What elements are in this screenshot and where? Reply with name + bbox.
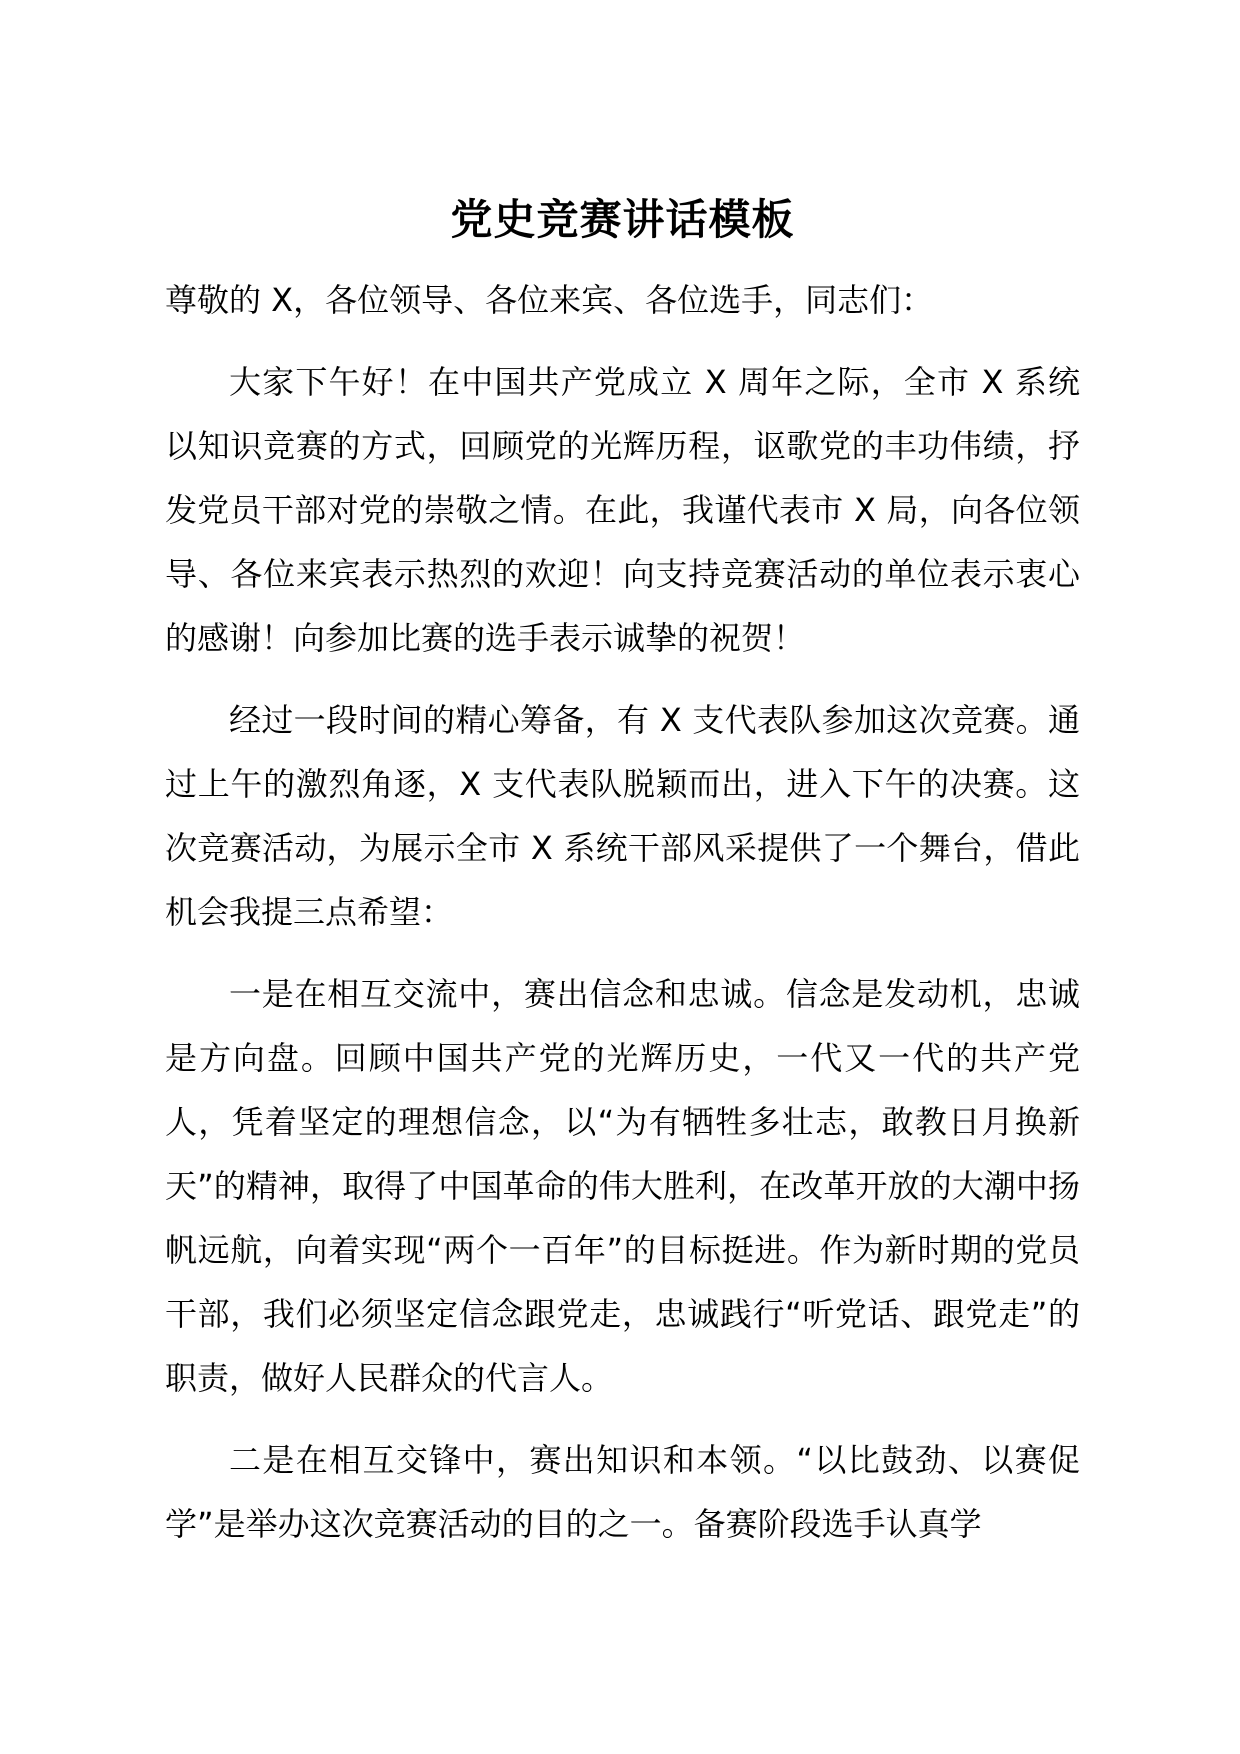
paragraph-3-lead: 一是在相互交流中，赛出信念和忠诚。 — [229, 975, 786, 1013]
paragraph-2-text: 经过一段时间的精心筹备，有 X 支代表队参加这次竞赛。通过上午的激烈角逐，X 支代表队脱颖而出，进入下午的决赛。这次竞赛活动，为展示全市 X 系统干部风采提供了一个舞台，借此机会我提三点希望： — [165, 701, 1080, 931]
paragraph-4-text: “以比鼓劲、以赛促学”是举办这次竞赛活动的目的之一。备赛阶段选手认真学 — [165, 1441, 1080, 1543]
document-title: 党史竞赛讲话模板 — [450, 195, 795, 244]
paragraph-3 — [165, 962, 1080, 1410]
paragraph-1-text: 大家下午好！在中国共产党成立 X 周年之际，全市 X 系统以知识竞赛的方式，回顾党的光辉历程，讴歌党的丰功伟绩，抒发党员干部对党的崇敬之情。在此，我谨代表市 X 局，向各位领导、各位来宾表示热烈的欢迎！向支持竞赛活动的单位表示衷心的感谢！向参加比赛的选手表示诚挚的祝贺！ — [165, 363, 1080, 657]
document-body — [165, 190, 1080, 1556]
paragraph-4 — [165, 1428, 1080, 1556]
paragraph-4-lead: 二是在相互交锋中，赛出知识和本领。 — [229, 1441, 797, 1479]
paragraph-1 — [165, 350, 1080, 670]
paragraph-3-text: 信念是发动机，忠诚是方向盘。回顾中国共产党的光辉历史，一代又一代的共产党人，凭着坚定的理想信念，以“为有牺牲多壮志，敢教日月换新天”的精神，取得了中国革命的伟大胜利，在改革开放的大潮中扬帆远航，向着实现“两个一百年”的目标挺进。作为新时期的党员干部，我们必须坚定信念跟党走，忠诚践行“听党话、跟党走”的职责，做好人民群众的代言人。 — [165, 975, 1080, 1397]
salutation: 尊敬的 X，各位领导、各位来宾、各位选手，同志们： — [165, 281, 934, 319]
paragraph-2 — [165, 688, 1080, 944]
